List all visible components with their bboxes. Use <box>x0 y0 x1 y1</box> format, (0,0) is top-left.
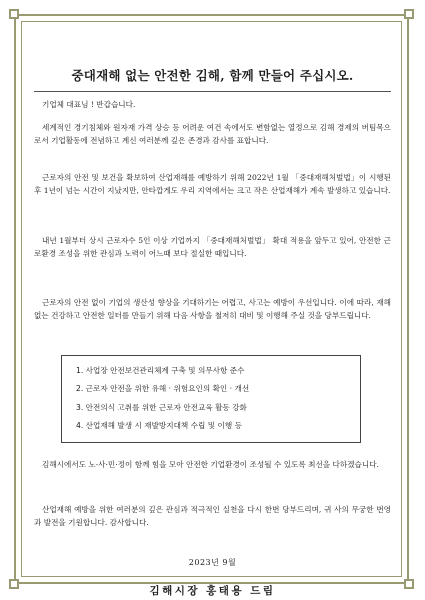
paragraph-2: 근로자의 안전 및 보건을 확보하여 산업재해를 예방하기 위해 2022년 1월 「중대재해처벌법」이 시행된 후 1년이 넘는 시간이 지났지만, 안타깝게도 우리 지역에서는 크고 작은 산업재해가 계속 발생하고 있습니다. <box>34 173 391 195</box>
letter-title: 중대재해 없는 안전한 김해, 함께 만들어 주십시오. <box>71 68 354 83</box>
paragraph-3: 내년 1월부터 상시 근로자수 5인 이상 기업까지 「중대재해처벌법」 확대 적용을 앞두고 있어, 안전한 근로환경 조성을 위한 관심과 노력이 어느때 보다 절실한 때입니다. <box>34 236 391 258</box>
title-divider <box>34 91 391 92</box>
greeting-text: 기업체 대표님 ! 반갑습니다. <box>42 100 136 109</box>
checklist-item: 1. 사업장 안전보건관리체계 구축 및 의무사항 준수 <box>76 366 245 375</box>
closing-paragraph-1: 김해시에서도 노·사·민·정이 함께 힘을 모아 안전한 기업환경이 조성될 수 있도록 최선을 다하겠습니다. <box>42 460 379 469</box>
checklist-box <box>61 355 361 443</box>
checklist-item: 2. 근로자 안전을 위한 유해 · 위험요인의 확인 · 개선 <box>76 384 250 393</box>
paragraph-4: 근로자의 안전 없이 기업의 생산성 향상을 기대하기는 어렵고, 사고는 예방이 우선입니다. 이에 따라, 재해없는 건강하고 안전한 일터를 만들기 위해 다음 사항을 철저히 대비 및 이행해 주실 것을 당부드립니다. <box>34 298 391 320</box>
frame-corner-ornament <box>9 9 19 19</box>
checklist-item: 3. 안전의식 고취를 위한 근로자 안전교육 활동 강화 <box>76 403 247 412</box>
frame-corner-ornament <box>9 579 19 589</box>
paragraph-1: 세계적인 경기침체와 원자재 가격 상승 등 어려운 여건 속에서도 변함없는 열정으로 김해 경제의 버팀목으로서 기업활동에 전념하고 계신 여러분께 깊은 존경과 감사를 표합니다. <box>34 123 391 145</box>
letter-date: 2023년 9월 <box>188 558 237 567</box>
frame-corner-ornament <box>404 9 414 19</box>
frame-corner-ornament <box>404 579 414 589</box>
closing-paragraph-2: 산업재해 예방을 위한 여러분의 깊은 관심과 적극적인 실천을 다시 한번 당부드리며, 귀 사의 무궁한 번영과 발전을 기원합니다. 감사합니다. <box>34 505 391 527</box>
signature-line: 김해시장 홍태용 드림 <box>149 585 276 597</box>
checklist-item: 4. 산업재해 발생 시 재발방지대책 수립 및 이행 등 <box>76 421 242 430</box>
